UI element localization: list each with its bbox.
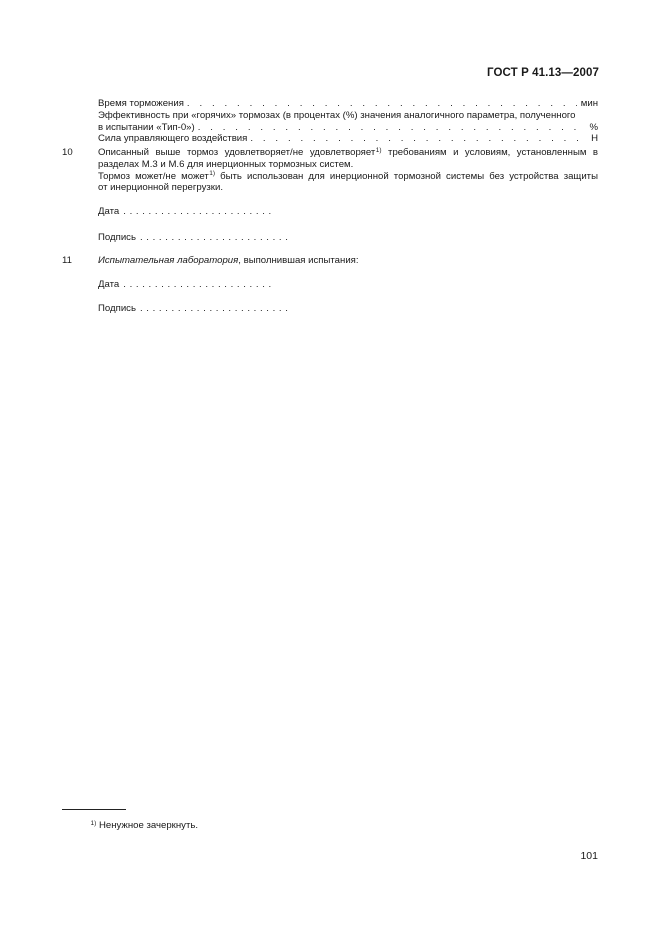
date-blank[interactable]: ........................ xyxy=(123,206,275,217)
signature-label: Подпись xyxy=(98,232,136,243)
footnote-ref: 1) xyxy=(375,146,382,154)
hot-brakes-line-1: Эффективность при «горячих» тормозах (в процентах (%) значения аналогичного параметра, полученного xyxy=(98,109,576,121)
footnote xyxy=(90,820,198,831)
section-11-signature-row xyxy=(98,303,292,314)
leader-dots xyxy=(198,122,580,134)
section-10-text xyxy=(98,147,598,194)
footnote-marker: 1) xyxy=(90,819,97,827)
testing-lab-label: Испытательная лаборатория xyxy=(98,255,239,266)
section-10-signature-row xyxy=(98,232,292,243)
page-number: 101 xyxy=(580,850,598,862)
leader-dots xyxy=(187,98,577,110)
section-10-line-2: разделах М.3 и М.6 для инерционных тормозных систем. xyxy=(98,158,354,170)
section-10-line-4: от инерционной перегрузки. xyxy=(98,182,224,194)
leader-dots xyxy=(250,133,580,145)
footnote-separator xyxy=(62,809,126,810)
date-blank[interactable]: ........................ xyxy=(123,279,275,290)
testing-lab-rest: , выполнившая испытания: xyxy=(238,255,359,266)
usage-statement-cont: быть использован для инерционной тормозной системы без устройства защиты xyxy=(215,170,598,182)
signature-blank[interactable]: ........................ xyxy=(139,303,292,314)
control-force-row xyxy=(98,133,598,145)
usage-statement: Тормоз может/не может xyxy=(98,170,209,182)
control-force-label: Сила управляющего воздействия xyxy=(98,133,248,145)
hot-brakes-unit: % xyxy=(589,121,598,133)
date-label: Дата xyxy=(98,279,120,290)
date-label: Дата xyxy=(98,206,120,217)
document-header: ГОСТ Р 41.13—2007 xyxy=(487,67,599,79)
section-10-line-1 xyxy=(98,147,598,159)
control-force-unit: Н xyxy=(591,133,598,145)
braking-time-label: Время торможения xyxy=(98,98,184,109)
conformity-statement-cont: требованиям и условиям, установленным в xyxy=(381,147,599,158)
signature-blank[interactable]: ........................ xyxy=(139,232,292,243)
braking-time-row xyxy=(98,98,598,110)
footnote-text: Ненужное зачеркнуть. xyxy=(96,820,199,831)
braking-time-unit: мин xyxy=(580,98,598,109)
section-10-date-row xyxy=(98,206,275,217)
section-10-line-3 xyxy=(98,171,598,183)
section-11-title xyxy=(98,255,359,266)
section-11-number: 11 xyxy=(62,255,72,266)
section-11-date-row xyxy=(98,279,275,290)
footnote-ref: 1) xyxy=(209,170,216,178)
section-9-parameters xyxy=(98,98,598,145)
section-10-number: 10 xyxy=(62,147,73,158)
signature-label: Подпись xyxy=(98,303,136,314)
hot-brakes-label: в испытании «Тип-0») xyxy=(98,121,195,133)
hot-brakes-row xyxy=(98,122,598,134)
conformity-statement: Описанный выше тормоз удовлетворяет/не удовлетворяет xyxy=(98,147,376,158)
